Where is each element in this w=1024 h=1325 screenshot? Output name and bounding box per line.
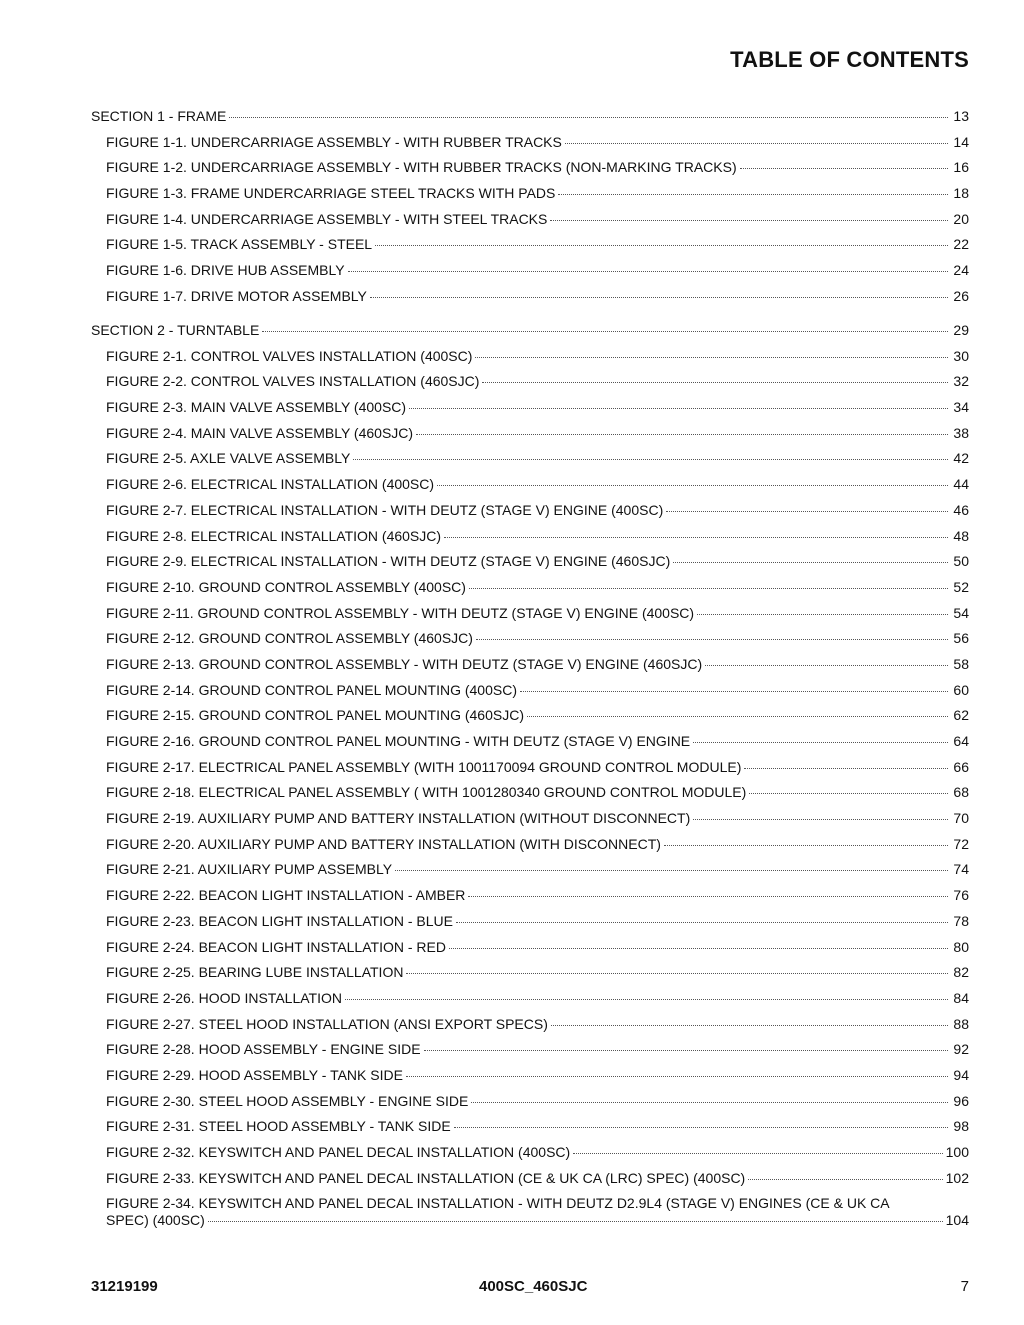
toc-entry-page: 70	[953, 810, 969, 827]
toc-entry-page: 66	[953, 758, 969, 775]
dot-leader	[406, 1075, 948, 1077]
dot-leader	[471, 1101, 948, 1103]
toc-figure-entry[interactable]	[91, 211, 969, 237]
dot-leader	[456, 921, 948, 923]
toc-entry-line2	[106, 1212, 969, 1229]
dot-leader	[476, 638, 948, 640]
toc-entry-page: 52	[953, 578, 969, 595]
dot-leader	[449, 947, 948, 949]
toc-figure-entry[interactable]	[91, 528, 969, 554]
toc-entry-label: FIGURE 2-24. BEACON LIGHT INSTALLATION - RED	[106, 938, 446, 955]
toc-figure-entry[interactable]	[91, 605, 969, 631]
toc-entry-page: 32	[953, 373, 969, 390]
toc-entry-label: SECTION 2 - TURNTABLE	[91, 322, 260, 338]
toc-figure-entry[interactable]	[91, 733, 969, 759]
toc-entry-page: 48	[953, 527, 969, 544]
page-footer	[91, 1278, 969, 1298]
toc-entry-label: FIGURE 2-29. HOOD ASSEMBLY - TANK SIDE	[106, 1066, 403, 1083]
toc-entry-page: 98	[953, 1118, 969, 1135]
dot-leader	[520, 690, 948, 692]
dot-leader	[666, 510, 948, 512]
toc-entry-label: FIGURE 2-28. HOOD ASSEMBLY - ENGINE SIDE	[106, 1041, 421, 1058]
toc-entry-page: 64	[953, 733, 969, 749]
toc-entry-label: FIGURE 2-22. BEACON LIGHT INSTALLATION - AMBER	[106, 887, 466, 904]
toc-figure-entry[interactable]	[91, 887, 969, 913]
toc-figure-entry[interactable]	[91, 476, 969, 502]
toc-entry-label: FIGURE 2-12. GROUND CONTROL ASSEMBLY (460SJC)	[106, 630, 473, 647]
dot-leader	[454, 1126, 948, 1128]
toc-entry-page: 18	[953, 185, 969, 202]
toc-figure-entry[interactable]	[91, 348, 969, 374]
toc-section-entry[interactable]	[91, 108, 969, 134]
dot-leader	[345, 998, 948, 1000]
toc-entry-page: 80	[953, 938, 969, 955]
toc-entry-page: 30	[953, 347, 969, 364]
toc-entry-label: FIGURE 2-25. BEARING LUBE INSTALLATION	[106, 964, 404, 981]
toc-figure-entry[interactable]	[91, 1016, 969, 1042]
toc-entry-label: FIGURE 2-7. ELECTRICAL INSTALLATION - WITH DEUTZ (STAGE V) ENGINE (400SC)	[106, 501, 664, 518]
toc-figure-entry[interactable]	[91, 159, 969, 185]
toc-entry-page: 20	[953, 210, 969, 227]
toc-figure-entry[interactable]	[91, 964, 969, 990]
toc-entry-label: FIGURE 1-2. UNDERCARRIAGE ASSEMBLY - WITH RUBBER TRACKS (NON-MARKING TRACKS)	[106, 159, 737, 176]
toc-entry-label: FIGURE 1-1. UNDERCARRIAGE ASSEMBLY - WITH RUBBER TRACKS	[106, 133, 562, 150]
toc-entry-page: 22	[953, 236, 969, 253]
dot-leader	[565, 142, 948, 144]
toc-entry-page: 88	[953, 1015, 969, 1032]
toc-entry-label: FIGURE 1-4. UNDERCARRIAGE ASSEMBLY - WITH STEEL TRACKS	[106, 210, 548, 227]
toc-entry-label: FIGURE 2-1. CONTROL VALVES INSTALLATION (400SC)	[106, 347, 473, 364]
toc-figure-entry[interactable]	[91, 236, 969, 262]
toc-figure-entry[interactable]	[91, 502, 969, 528]
toc-figure-entry[interactable]	[91, 656, 969, 682]
toc-figure-entry[interactable]	[91, 373, 969, 399]
toc-figure-entry[interactable]	[91, 861, 969, 887]
toc-entry-page: 82	[953, 964, 969, 981]
toc-entry-page: 92	[953, 1041, 969, 1058]
dot-leader	[744, 767, 948, 769]
toc-figure-entry[interactable]	[91, 836, 969, 862]
dot-leader	[416, 433, 948, 435]
toc-entry-label: FIGURE 2-27. STEEL HOOD INSTALLATION (ANSI EXPORT SPECS)	[106, 1015, 548, 1032]
page-title: TABLE OF CONTENTS	[730, 47, 969, 72]
toc-figure-entry[interactable]	[91, 630, 969, 656]
dot-leader	[697, 613, 948, 615]
dot-leader	[468, 895, 948, 897]
toc-entry-label: FIGURE 2-16. GROUND CONTROL PANEL MOUNTING - WITH DEUTZ (STAGE V) ENGINE	[106, 733, 691, 749]
dot-leader	[370, 296, 948, 298]
toc-figure-entry[interactable]	[91, 682, 969, 708]
toc-entry-page: 58	[953, 655, 969, 672]
toc-figure-entry[interactable]	[91, 185, 969, 211]
dot-leader	[437, 484, 948, 486]
table-of-contents	[91, 108, 969, 1235]
toc-figure-entry[interactable]	[91, 553, 969, 579]
dot-leader	[673, 561, 948, 563]
dot-leader	[469, 587, 948, 589]
dot-leader	[482, 381, 948, 383]
toc-entry-page: 72	[953, 835, 969, 852]
section-gap	[91, 314, 969, 323]
toc-entry-label: FIGURE 2-19. AUXILIARY PUMP AND BATTERY INSTALLATION (WITHOUT DISCONNECT)	[106, 810, 691, 827]
toc-entry-label: FIGURE 2-6. ELECTRICAL INSTALLATION (400SC)	[106, 476, 435, 493]
toc-figure-entry[interactable]	[91, 288, 969, 314]
toc-entry-page: 76	[953, 887, 969, 904]
toc-entry-label: FIGURE 2-9. ELECTRICAL INSTALLATION - WITH DEUTZ (STAGE V) ENGINE (460SJC)	[106, 553, 671, 570]
dot-leader	[353, 458, 948, 460]
toc-entry-page: 24	[953, 262, 969, 279]
toc-entry-page: 78	[953, 912, 969, 929]
toc-figure-entry[interactable]	[91, 1093, 969, 1119]
toc-entry-label-continued: SPEC) (400SC)	[106, 1212, 205, 1229]
toc-figure-entry[interactable]	[91, 1067, 969, 1093]
toc-figure-entry[interactable]	[91, 262, 969, 288]
dot-leader	[558, 193, 948, 195]
toc-entry-label: FIGURE 2-18. ELECTRICAL PANEL ASSEMBLY ( WITH 1001280340 GROUND CONTROL MODULE)	[106, 784, 747, 801]
toc-entry-page: 74	[953, 861, 969, 878]
toc-entry-page: 56	[953, 630, 969, 647]
toc-entry-label: FIGURE 2-34. KEYSWITCH AND PANEL DECAL INSTALLATION - WITH DEUTZ D2.9L4 (STAGE V) ENGINES (CE & UK CA	[106, 1195, 890, 1212]
toc-entry-page: 16	[953, 159, 969, 176]
toc-entry-page: 50	[953, 553, 969, 570]
toc-entry-page: 42	[953, 450, 969, 467]
dot-leader	[208, 1220, 943, 1222]
toc-figure-entry[interactable]	[91, 1144, 969, 1170]
footer-model: 400SC_460SJC	[479, 1278, 588, 1295]
dot-leader	[375, 244, 948, 246]
toc-entry-page: 104	[945, 1212, 969, 1229]
toc-figure-entry[interactable]	[91, 1170, 969, 1196]
toc-entry-label: FIGURE 2-3. MAIN VALVE ASSEMBLY (400SC)	[106, 399, 407, 416]
toc-entry-page: 44	[953, 476, 969, 493]
toc-entry-page: 38	[953, 424, 969, 441]
dot-leader	[664, 844, 948, 846]
dot-leader	[550, 219, 948, 221]
toc-section-entry[interactable]	[91, 322, 969, 348]
dot-leader	[262, 330, 948, 332]
dot-leader	[573, 1152, 942, 1154]
dot-leader	[348, 270, 948, 272]
toc-figure-entry[interactable]	[91, 579, 969, 605]
toc-entry-page: 68	[953, 784, 969, 801]
toc-entry-page: 96	[953, 1092, 969, 1109]
toc-figure-entry[interactable]	[91, 990, 969, 1016]
toc-entry-label: FIGURE 2-10. GROUND CONTROL ASSEMBLY (400SC)	[106, 578, 466, 595]
toc-figure-entry[interactable]	[91, 1195, 969, 1235]
toc-figure-entry[interactable]	[91, 425, 969, 451]
toc-entry-page: 100	[945, 1144, 969, 1160]
toc-entry-label: FIGURE 2-32. KEYSWITCH AND PANEL DECAL INSTALLATION (400SC)	[106, 1144, 571, 1160]
dot-leader	[740, 167, 948, 169]
dot-leader	[229, 116, 948, 118]
toc-entry-page: 13	[953, 108, 969, 124]
toc-figure-entry[interactable]	[91, 913, 969, 939]
toc-entry-label: FIGURE 2-17. ELECTRICAL PANEL ASSEMBLY (WITH 1001170094 GROUND CONTROL MODULE)	[106, 758, 742, 775]
toc-entry-label: FIGURE 2-13. GROUND CONTROL ASSEMBLY - WITH DEUTZ (STAGE V) ENGINE (460SJC)	[106, 655, 703, 672]
toc-entry-label: FIGURE 1-3. FRAME UNDERCARRIAGE STEEL TRACKS WITH PADS	[106, 185, 556, 202]
toc-entry-label: FIGURE 2-21. AUXILIARY PUMP ASSEMBLY	[106, 861, 393, 878]
toc-entry-page: 26	[953, 287, 969, 304]
toc-entry-page: 102	[945, 1169, 969, 1186]
toc-entry-page: 62	[953, 707, 969, 724]
toc-entry-page: 84	[953, 989, 969, 1006]
toc-figure-entry[interactable]	[91, 784, 969, 810]
footer-page-number: 7	[960, 1278, 969, 1295]
toc-entry-label: FIGURE 2-30. STEEL HOOD ASSEMBLY - ENGINE SIDE	[106, 1092, 469, 1109]
toc-entry-label: FIGURE 2-33. KEYSWITCH AND PANEL DECAL INSTALLATION (CE & UK CA (LRC) SPEC) (400SC)	[106, 1169, 746, 1186]
toc-entry-label: FIGURE 1-6. DRIVE HUB ASSEMBLY	[106, 262, 345, 279]
dot-leader	[527, 715, 948, 717]
toc-figure-entry[interactable]	[91, 134, 969, 160]
toc-entry-page: 60	[953, 681, 969, 698]
toc-entry-page: 34	[953, 399, 969, 416]
dot-leader	[749, 792, 948, 794]
dot-leader	[444, 536, 948, 538]
toc-entry-label: FIGURE 2-11. GROUND CONTROL ASSEMBLY - WITH DEUTZ (STAGE V) ENGINE (400SC)	[106, 604, 695, 621]
toc-figure-entry[interactable]	[91, 939, 969, 965]
dot-leader	[551, 1024, 948, 1026]
toc-entry-label: SECTION 1 - FRAME	[91, 108, 227, 124]
toc-entry-label: FIGURE 2-15. GROUND CONTROL PANEL MOUNTING (460SJC)	[106, 707, 524, 724]
toc-entry-label: FIGURE 2-5. AXLE VALVE ASSEMBLY	[106, 450, 351, 467]
dot-leader	[424, 1049, 948, 1051]
footer-doc-number: 31219199	[91, 1278, 158, 1295]
dot-leader	[748, 1178, 942, 1180]
toc-entry-label: FIGURE 2-4. MAIN VALVE ASSEMBLY (460SJC)	[106, 424, 414, 441]
toc-entry-label: FIGURE 2-23. BEACON LIGHT INSTALLATION - BLUE	[106, 912, 453, 929]
dot-leader	[693, 741, 948, 743]
toc-figure-entry[interactable]	[91, 1118, 969, 1144]
toc-entry-label: FIGURE 2-8. ELECTRICAL INSTALLATION (460SJC)	[106, 527, 442, 544]
toc-entry-page: 14	[953, 133, 969, 150]
toc-entry-page: 46	[953, 501, 969, 518]
toc-figure-entry[interactable]	[91, 707, 969, 733]
toc-entry-label: FIGURE 2-20. AUXILIARY PUMP AND BATTERY INSTALLATION (WITH DISCONNECT)	[106, 835, 661, 852]
toc-entry-label: FIGURE 1-5. TRACK ASSEMBLY - STEEL	[106, 236, 373, 253]
toc-entry-label: FIGURE 1-7. DRIVE MOTOR ASSEMBLY	[106, 287, 367, 304]
toc-entry-page: 94	[953, 1066, 969, 1083]
toc-figure-entry[interactable]	[91, 810, 969, 836]
toc-entry-page: 29	[953, 322, 969, 338]
dot-leader	[705, 664, 948, 666]
toc-figure-entry[interactable]	[91, 450, 969, 476]
toc-entry-label: FIGURE 2-2. CONTROL VALVES INSTALLATION (460SJC)	[106, 373, 480, 390]
dot-leader	[693, 818, 948, 820]
dot-leader	[395, 869, 948, 871]
toc-entry-label: FIGURE 2-31. STEEL HOOD ASSEMBLY - TANK SIDE	[106, 1118, 451, 1135]
toc-entry-label: FIGURE 2-14. GROUND CONTROL PANEL MOUNTING (400SC)	[106, 681, 517, 698]
toc-figure-entry[interactable]	[91, 1041, 969, 1067]
toc-entry-label: FIGURE 2-26. HOOD INSTALLATION	[106, 989, 342, 1006]
dot-leader	[409, 407, 948, 409]
dot-leader	[406, 972, 948, 974]
toc-figure-entry[interactable]	[91, 759, 969, 785]
toc-figure-entry[interactable]	[91, 399, 969, 425]
dot-leader	[475, 356, 948, 358]
toc-entry-page: 54	[953, 604, 969, 621]
